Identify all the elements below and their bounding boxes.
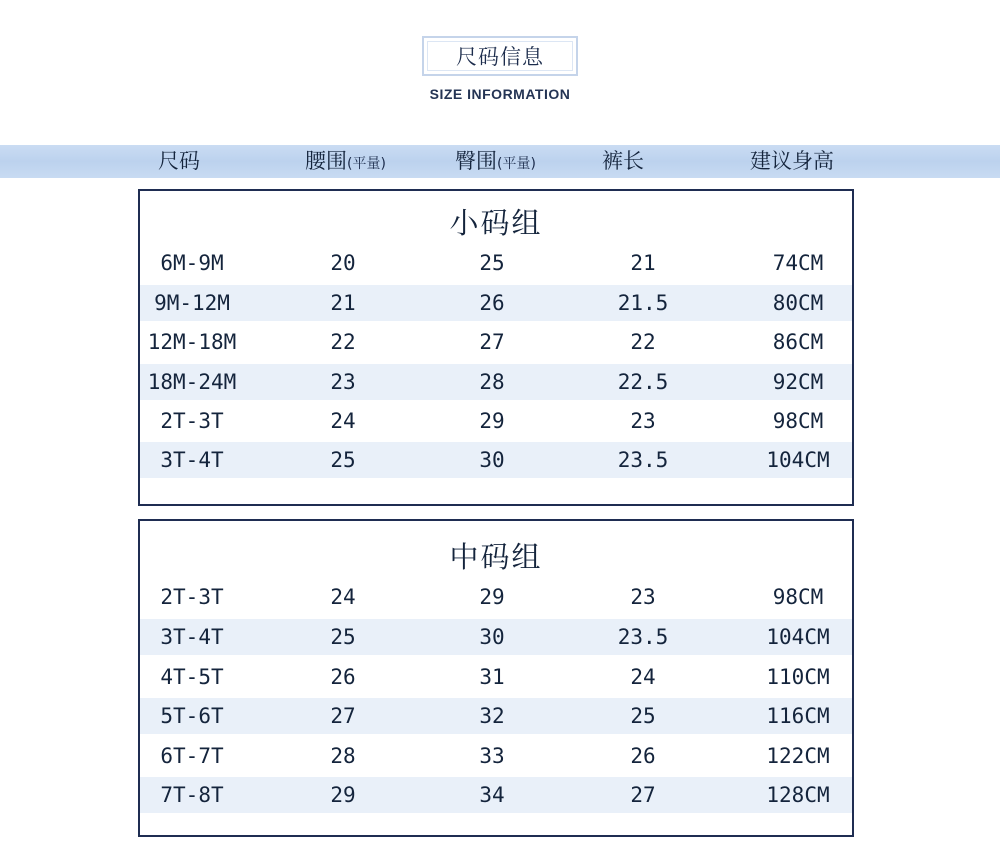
table-row <box>140 659 852 695</box>
cell-size: 3T-4T <box>160 625 224 649</box>
table-row <box>140 619 852 655</box>
cell-height: 104CM <box>766 625 830 649</box>
column-header-hip-unit: (平量) <box>497 156 536 172</box>
cell-height: 122CM <box>766 744 830 768</box>
group-title: 小码组 <box>449 206 543 240</box>
cell-size: 9M-12M <box>154 291 230 315</box>
table-row <box>140 285 852 321</box>
cell-size: 7T-8T <box>160 783 224 807</box>
column-header-hip-label: 臀围 <box>455 149 497 173</box>
cell-size: 3T-4T <box>160 448 224 472</box>
cell-height: 116CM <box>766 704 830 728</box>
cell-pants-length: 23 <box>630 585 656 609</box>
cell-hip: 25 <box>479 251 505 275</box>
cell-pants-length: 21.5 <box>617 291 669 315</box>
cell-pants-length: 26 <box>630 744 656 768</box>
column-header-waist <box>305 145 386 178</box>
cell-height: 104CM <box>766 448 830 472</box>
cell-pants-length: 22 <box>630 330 656 354</box>
column-header-pants-length <box>602 145 644 178</box>
cell-pants-length: 21 <box>630 251 656 275</box>
size-group-small <box>138 189 854 506</box>
cell-waist: 29 <box>330 783 356 807</box>
cell-hip: 29 <box>479 409 505 433</box>
cell-waist: 24 <box>330 409 356 433</box>
cell-waist: 28 <box>330 744 356 768</box>
cell-pants-length: 25 <box>630 704 656 728</box>
cell-height: 86CM <box>772 330 824 354</box>
cell-hip: 32 <box>479 704 505 728</box>
cell-pants-length: 24 <box>630 665 656 689</box>
cell-waist: 24 <box>330 585 356 609</box>
table-row <box>140 364 852 400</box>
cell-height: 74CM <box>772 251 824 275</box>
table-row <box>140 442 852 478</box>
table-row <box>140 403 852 439</box>
cell-height: 128CM <box>766 783 830 807</box>
cell-size: 5T-6T <box>160 704 224 728</box>
table-row <box>140 698 852 734</box>
column-header-height-label: 建议身高 <box>750 149 834 173</box>
table-row <box>140 738 852 774</box>
cell-hip: 30 <box>479 625 505 649</box>
cell-hip: 34 <box>479 783 505 807</box>
cell-pants-length: 23 <box>630 409 656 433</box>
group-title: 中码组 <box>449 540 543 574</box>
cell-pants-length: 22.5 <box>617 370 669 394</box>
cell-waist: 25 <box>330 448 356 472</box>
column-header-waist-label: 腰围 <box>305 149 347 173</box>
table-row <box>140 579 852 615</box>
table-row <box>140 777 852 813</box>
cell-pants-length: 23.5 <box>617 625 669 649</box>
cell-pants-length: 23.5 <box>617 448 669 472</box>
cell-size: 2T-3T <box>160 409 224 433</box>
cell-hip: 30 <box>479 448 505 472</box>
cell-height: 92CM <box>772 370 824 394</box>
cell-waist: 21 <box>330 291 356 315</box>
cell-size: 18M-24M <box>147 370 237 394</box>
cell-size: 2T-3T <box>160 585 224 609</box>
cell-pants-length: 27 <box>630 783 656 807</box>
table-row <box>140 324 852 360</box>
cell-hip: 31 <box>479 665 505 689</box>
cell-waist: 27 <box>330 704 356 728</box>
cell-size: 6M-9M <box>160 251 224 275</box>
column-header-band <box>0 145 1000 178</box>
cell-hip: 26 <box>479 291 505 315</box>
cell-height: 98CM <box>772 409 824 433</box>
cell-size: 12M-18M <box>147 330 237 354</box>
column-header-waist-unit: (平量) <box>347 156 386 172</box>
section-title-box <box>422 36 578 76</box>
cell-hip: 29 <box>479 585 505 609</box>
column-header-pants-length-label: 裤长 <box>602 149 644 173</box>
column-header-size <box>158 145 200 178</box>
cell-waist: 23 <box>330 370 356 394</box>
cell-waist: 26 <box>330 665 356 689</box>
cell-hip: 28 <box>479 370 505 394</box>
size-group-medium <box>138 519 854 837</box>
table-row <box>140 245 852 281</box>
cell-hip: 33 <box>479 744 505 768</box>
cell-hip: 27 <box>479 330 505 354</box>
cell-waist: 22 <box>330 330 356 354</box>
cell-height: 98CM <box>772 585 824 609</box>
column-header-size-label: 尺码 <box>158 149 200 173</box>
cell-height: 110CM <box>766 665 830 689</box>
section-title: 尺码信息 <box>456 45 544 69</box>
cell-waist: 25 <box>330 625 356 649</box>
cell-height: 80CM <box>772 291 824 315</box>
column-header-hip <box>455 145 536 178</box>
column-header-height <box>750 145 834 178</box>
cell-size: 6T-7T <box>160 744 224 768</box>
section-subtitle: SIZE INFORMATION <box>429 86 571 102</box>
cell-size: 4T-5T <box>160 665 224 689</box>
cell-waist: 20 <box>330 251 356 275</box>
